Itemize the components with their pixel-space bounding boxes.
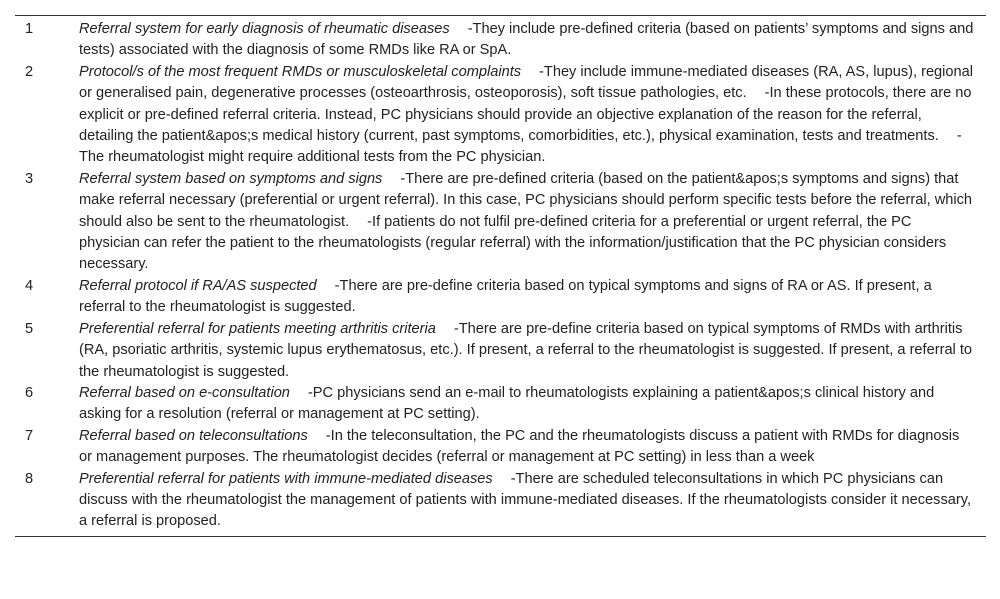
row-text: -In the teleconsultation, the PC and the rheumatologists discuss a patient with RMDs for diagnosis or management purposes. The rheumatologist decides (referral or management at PC setting) in less than a week xyxy=(79,427,960,466)
row-number: 3 xyxy=(25,170,34,187)
row-title: Referral protocol if RA/AS suspected xyxy=(79,277,317,294)
row-text: -They include pre-defined criteria (based on patients’ symptoms and signs and tests) associated with the diagnosis of some RMDs like RA or SpA. xyxy=(79,21,974,59)
row-title: Protocol/s of the most frequent RMDs or musculoskeletal complaints xyxy=(79,63,522,80)
table-row xyxy=(15,469,986,533)
row-title: Referral system based on symptoms and signs xyxy=(79,170,383,187)
row-number: 8 xyxy=(25,470,34,487)
row-number: 7 xyxy=(25,427,34,444)
row-title: Preferential referral for patients meeting arthritis criteria xyxy=(79,320,436,337)
table-row xyxy=(15,19,986,62)
row-text: -The rheumatologist might require additional tests from the PC physician. xyxy=(79,128,962,166)
row-description xyxy=(79,469,986,533)
row-description xyxy=(79,426,986,469)
row-description xyxy=(79,383,986,426)
row-number: 5 xyxy=(25,320,34,337)
row-number: 2 xyxy=(25,63,34,80)
row-description xyxy=(79,19,986,62)
row-text: -PC physicians send an e-mail to rheumatologists explaining a patient&apos;s clinical history and asking for a resolution (referral or management at PC setting). xyxy=(79,384,935,423)
row-number: 6 xyxy=(25,384,34,401)
table-row xyxy=(15,169,986,276)
table-row xyxy=(15,62,986,169)
row-text: -There are pre-define criteria based on typical symptoms and signs of RA or AS. If present, a referral to the rheumatologist is suggested. xyxy=(79,277,932,316)
row-number: 1 xyxy=(25,21,34,37)
table-body xyxy=(15,19,986,533)
table-row xyxy=(15,276,986,319)
row-description xyxy=(79,169,986,276)
row-text: -There are pre-define criteria based on typical symptoms of RMDs with arthritis (RA, psoriatic arthritis, systemic lupus erythematosus, etc.). If present, a referral to the rheumatologist is suggested. If present, a referral to the rheumatologist is suggested. xyxy=(79,320,973,380)
row-title: Referral based on e-consultation xyxy=(79,384,290,401)
row-text: -If patients do not fulfil pre-defined criteria for a preferential or urgent referral, the PC physician can refer the patient to the rheumatologists (regular referral) with the information/justification that the PC physician considers necessary. xyxy=(79,213,947,273)
row-text: -There are scheduled teleconsultations in which PC physicians can discuss with the rheumatologist the management of patients with immune-mediated diseases. If the rheumatologists consider it necessary, a referral is proposed. xyxy=(79,470,972,530)
table-row xyxy=(15,383,986,426)
row-title: Preferential referral for patients with immune-mediated diseases xyxy=(79,470,493,487)
referral-models-table xyxy=(15,15,986,537)
referral-table xyxy=(15,19,986,533)
row-text: -In these protocols, there are no explicit or pre-defined referral criteria. Instead, PC physicians should provide an objective explanation of the reason for the referral, detailing the patient&apos;s medical history (current, past symptoms, comorbidities, etc.), physical examination, tests and treatments. xyxy=(79,85,972,145)
row-title: Referral system for early diagnosis of rheumatic diseases xyxy=(79,21,450,37)
row-description xyxy=(79,276,986,319)
row-description xyxy=(79,62,986,169)
table-row xyxy=(15,426,986,469)
table-row xyxy=(15,319,986,383)
row-number: 4 xyxy=(25,277,34,294)
row-title: Referral based on teleconsultations xyxy=(79,427,308,444)
row-text: -They include immune-mediated diseases (RA, AS, lupus), regional or generalised pain, degenerative processes (osteoarthrosis, osteoporosis), soft tissue pathologies, etc. xyxy=(79,63,974,102)
row-description xyxy=(79,319,986,383)
row-text: -There are pre-defined criteria (based on the patient&apos;s symptoms and signs) that make referral necessary (preferential or urgent referral). In this case, PC physicians should perform specific tests before the referral, which should also be sent to the rheumatologist. xyxy=(79,170,973,230)
